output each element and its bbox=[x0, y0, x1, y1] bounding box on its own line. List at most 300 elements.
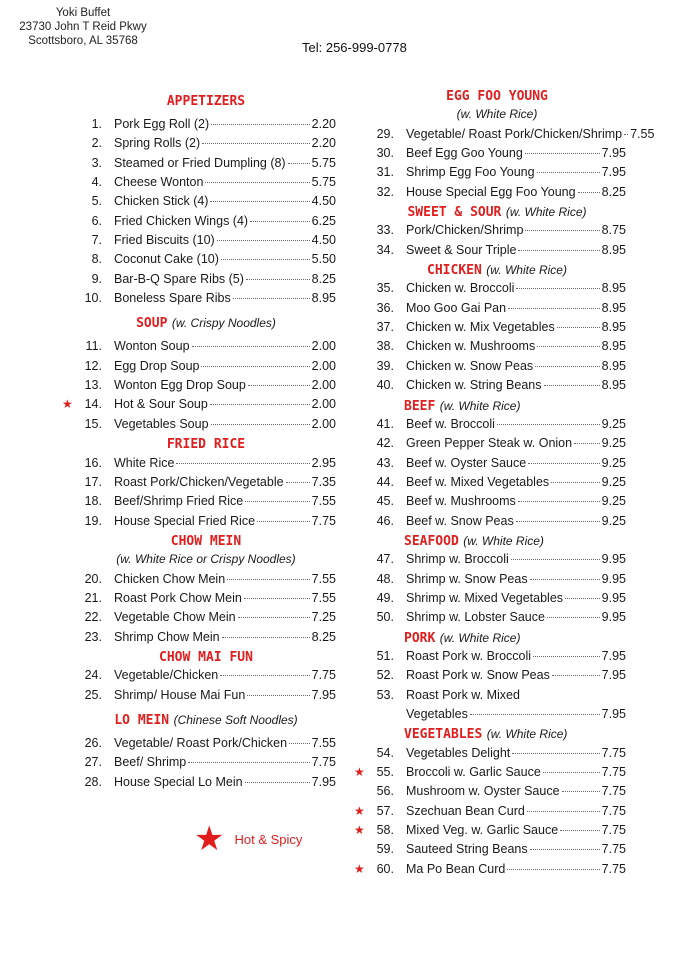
item-number: 23. bbox=[84, 629, 102, 644]
item-number: 55. bbox=[376, 765, 394, 780]
item-name: House Special Lo Mein bbox=[114, 774, 243, 789]
item-price: 5.75 bbox=[311, 155, 336, 170]
item-price: 4.50 bbox=[311, 194, 336, 209]
menu-item bbox=[76, 250, 336, 269]
item-price: 8.25 bbox=[311, 629, 336, 644]
item-number: 17. bbox=[84, 474, 102, 489]
section-subtitle: (Chinese Soft Noodles) bbox=[173, 712, 298, 727]
item-price: 2.00 bbox=[311, 339, 336, 354]
item-number: 57. bbox=[376, 803, 394, 818]
menu-item bbox=[76, 512, 336, 531]
item-price: 7.75 bbox=[601, 842, 626, 857]
item-name: Pork Egg Roll (2) bbox=[114, 117, 210, 131]
item-number: 49. bbox=[376, 590, 394, 605]
menu-item bbox=[368, 163, 626, 182]
menu-item bbox=[354, 802, 626, 821]
item-name: Sauteed String Beans bbox=[406, 842, 528, 857]
item-name: Chicken w. Snow Peas bbox=[406, 358, 534, 373]
item-price: 7.75 bbox=[601, 745, 626, 760]
item-price: 2.95 bbox=[311, 455, 336, 470]
menu-item bbox=[368, 357, 626, 376]
section-title: SEAFOOD bbox=[404, 533, 459, 549]
leader-dots bbox=[535, 366, 600, 367]
menu-item bbox=[76, 734, 336, 753]
item-name: Spring Rolls (2) bbox=[114, 136, 201, 151]
leader-dots bbox=[220, 675, 309, 676]
menu-item bbox=[76, 589, 336, 608]
item-name: Boneless Spare Ribs bbox=[114, 291, 231, 306]
item-number: 8. bbox=[91, 252, 102, 267]
item-name: Shrimp w. Lobster Sauce bbox=[406, 610, 545, 625]
item-number: 46. bbox=[376, 513, 394, 528]
item-name: Beef w. Mushrooms bbox=[406, 494, 516, 509]
item-price: 7.75 bbox=[601, 803, 626, 818]
section-pork bbox=[368, 628, 626, 647]
item-price: 2.00 bbox=[311, 358, 336, 373]
hot-spicy-star-icon: ★ bbox=[354, 861, 365, 876]
section-title: PORK bbox=[404, 630, 436, 646]
item-number: 54. bbox=[376, 745, 394, 760]
item-price: 2.00 bbox=[311, 378, 336, 393]
item-price: 7.55 bbox=[311, 735, 336, 750]
item-name: Wonton Egg Drop Soup bbox=[114, 378, 246, 393]
item-number: 13. bbox=[84, 378, 102, 393]
item-name: Bar-B-Q Spare Ribs (5) bbox=[114, 271, 244, 286]
item-number: 34. bbox=[376, 242, 394, 257]
item-number: 19. bbox=[84, 513, 102, 528]
item-price: 7.95 bbox=[601, 648, 626, 663]
section-title: SOUP bbox=[136, 316, 168, 332]
menu-item bbox=[76, 115, 336, 134]
section-subtitle: (w. White Rice or Crispy Noodles) bbox=[116, 552, 296, 567]
menu-item bbox=[76, 192, 336, 211]
item-name: Chicken w. Mushrooms bbox=[406, 339, 536, 354]
item-number: 50. bbox=[376, 610, 394, 625]
menu-item bbox=[76, 357, 336, 376]
section-appetizers bbox=[76, 86, 336, 115]
item-name: Wonton Soup bbox=[114, 339, 190, 354]
section-subtitle: (w. White Rice) bbox=[439, 398, 521, 413]
menu-item bbox=[368, 589, 626, 608]
item-name: Chicken w. String Beans bbox=[406, 378, 542, 393]
leader-dots bbox=[525, 153, 600, 154]
menu-item bbox=[76, 173, 336, 192]
item-price: 8.95 bbox=[601, 320, 626, 335]
item-price: 7.95 bbox=[601, 165, 626, 180]
item-name: Egg Drop Soup bbox=[114, 358, 200, 373]
hot-spicy-star-icon: ★ bbox=[354, 803, 365, 818]
restaurant-header bbox=[8, 6, 158, 48]
menu-item bbox=[76, 376, 336, 395]
item-price: 8.95 bbox=[601, 339, 626, 354]
menu-item bbox=[368, 279, 626, 298]
leader-dots bbox=[511, 559, 600, 560]
item-name: Sweet & Sour Triple bbox=[406, 242, 517, 257]
leader-dots bbox=[537, 346, 599, 347]
item-number: 20. bbox=[84, 571, 102, 586]
item-number: 14. bbox=[84, 397, 102, 412]
leader-dots bbox=[578, 192, 600, 193]
leader-dots bbox=[516, 521, 600, 522]
telephone: Tel: 256-999-0778 bbox=[302, 40, 407, 55]
item-number: 25. bbox=[84, 687, 102, 702]
item-price: 2.00 bbox=[311, 397, 336, 412]
item-name: Vegetables Soup bbox=[114, 416, 209, 431]
section-title: EGG FOO YOUNG bbox=[446, 89, 548, 104]
leader-dots bbox=[210, 201, 309, 202]
item-name: Fried Biscuits (10) bbox=[114, 233, 215, 248]
leader-dots bbox=[192, 346, 310, 347]
section-beef bbox=[368, 396, 626, 415]
item-price: 4.50 bbox=[311, 233, 336, 248]
item-price: 9.95 bbox=[601, 552, 626, 567]
leader-dots bbox=[530, 579, 600, 580]
vegetables-list bbox=[354, 744, 626, 879]
item-price: 8.95 bbox=[601, 378, 626, 393]
item-price: 9.25 bbox=[601, 494, 626, 509]
menu-item bbox=[76, 773, 336, 792]
legend-text: Hot & Spicy bbox=[234, 831, 303, 847]
menu-item bbox=[368, 299, 626, 318]
item-number: 12. bbox=[84, 358, 102, 373]
sweet-sour-list bbox=[368, 221, 626, 260]
item-name: Shrimp w. Broccoli bbox=[406, 552, 509, 567]
item-number: 47. bbox=[376, 552, 394, 567]
menu-item bbox=[368, 744, 626, 763]
item-name: Vegetable/ Roast Pork/Chicken/Shrimp bbox=[406, 126, 623, 141]
leader-dots bbox=[560, 830, 600, 831]
leader-dots bbox=[551, 482, 600, 483]
section-chow-mai-fun bbox=[76, 647, 336, 666]
leader-dots bbox=[233, 298, 310, 299]
menu-item bbox=[368, 125, 655, 144]
leader-dots bbox=[533, 656, 600, 657]
item-number: 9. bbox=[91, 271, 102, 286]
item-name: Mushroom w. Oyster Sauce bbox=[406, 784, 560, 799]
item-name: Shrimp w. Snow Peas bbox=[406, 571, 528, 586]
menu-item bbox=[76, 212, 336, 231]
menu-item bbox=[368, 241, 626, 260]
item-price: 8.95 bbox=[311, 291, 336, 306]
leader-dots bbox=[544, 385, 600, 386]
menu-item bbox=[368, 183, 626, 202]
leader-dots bbox=[247, 695, 309, 696]
leader-dots bbox=[211, 424, 310, 425]
leader-dots bbox=[507, 869, 599, 870]
item-price: 7.95 bbox=[601, 668, 626, 683]
item-price: 8.75 bbox=[601, 223, 626, 238]
item-number: 39. bbox=[376, 358, 394, 373]
chow-mai-fun-list bbox=[76, 666, 336, 705]
item-price: 2.20 bbox=[311, 117, 336, 131]
leader-dots bbox=[201, 366, 309, 367]
item-name: Roast Pork w. Broccoli bbox=[406, 648, 532, 663]
item-number: 58. bbox=[376, 823, 394, 838]
leader-dots bbox=[518, 250, 599, 251]
menu-item bbox=[368, 512, 626, 531]
item-number: 22. bbox=[84, 610, 102, 625]
item-price: 9.95 bbox=[601, 610, 626, 625]
menu-item bbox=[76, 666, 336, 685]
item-name: Coconut Cake (10) bbox=[114, 252, 219, 267]
leader-dots bbox=[244, 598, 310, 599]
item-name: Steamed or Fried Dumpling (8) bbox=[114, 155, 286, 170]
leader-dots bbox=[205, 182, 309, 183]
item-number: 48. bbox=[376, 571, 394, 586]
soup-list bbox=[62, 337, 336, 434]
item-number: 15. bbox=[84, 416, 102, 431]
menu-item bbox=[76, 337, 336, 356]
item-price: 7.25 bbox=[311, 610, 336, 625]
leader-dots bbox=[245, 782, 310, 783]
section-subtitle: (w. White Rice) bbox=[439, 630, 521, 645]
leader-dots bbox=[557, 327, 600, 328]
item-name: Mixed Veg. w. Garlic Sauce bbox=[406, 823, 559, 838]
section-lo-mein bbox=[76, 705, 336, 734]
item-price: 7.95 bbox=[311, 687, 336, 702]
section-title: APPETIZERS bbox=[166, 94, 246, 109]
hot-spicy-star-icon: ★ bbox=[354, 765, 365, 780]
item-price: 9.25 bbox=[601, 416, 626, 431]
item-price: 9.25 bbox=[601, 474, 626, 489]
item-name: Broccoli w. Garlic Sauce bbox=[406, 765, 541, 780]
leader-dots bbox=[227, 579, 309, 580]
item-name: Vegetables Delight bbox=[406, 745, 511, 760]
egg-foo-young-list bbox=[368, 125, 655, 202]
item-number: 6. bbox=[91, 213, 102, 228]
leader-dots bbox=[288, 163, 310, 164]
leader-dots bbox=[518, 501, 600, 502]
lo-mein-list bbox=[76, 734, 336, 792]
item-price: 7.35 bbox=[311, 474, 336, 489]
leader-dots bbox=[289, 743, 310, 744]
menu-item bbox=[368, 647, 626, 666]
leader-dots bbox=[246, 279, 310, 280]
menu-item bbox=[368, 570, 626, 589]
leader-dots bbox=[217, 240, 310, 241]
item-name: Beef w. Mixed Vegetables bbox=[406, 474, 550, 489]
menu-item bbox=[76, 270, 336, 289]
item-number: 27. bbox=[84, 755, 102, 770]
chicken-list bbox=[368, 279, 626, 395]
leader-dots bbox=[238, 617, 310, 618]
item-number: 18. bbox=[84, 494, 102, 509]
hot-spicy-star-icon: ★ bbox=[62, 397, 73, 412]
item-price: 2.00 bbox=[311, 416, 336, 431]
item-name: Shrimp w. Mixed Vegetables bbox=[406, 590, 564, 605]
leader-dots bbox=[543, 772, 600, 773]
section-vegetables bbox=[368, 724, 626, 743]
section-chow-mein bbox=[76, 531, 336, 550]
leader-dots bbox=[547, 617, 600, 618]
item-price: 8.25 bbox=[311, 271, 336, 286]
item-number: 31. bbox=[376, 165, 394, 180]
item-name: Hot & Sour Soup bbox=[114, 397, 208, 412]
section-title: CHICKEN bbox=[427, 263, 482, 279]
item-name: Ma Po Bean Curd bbox=[406, 861, 506, 876]
item-name: Chicken w. Mix Vegetables bbox=[406, 320, 555, 335]
item-name: Vegetable/Chicken bbox=[114, 668, 219, 683]
item-name: Chicken w. Broccoli bbox=[406, 281, 515, 296]
item-name: Beef w. Broccoli bbox=[406, 416, 495, 431]
section-subtitle: (w. White Rice) bbox=[505, 205, 587, 220]
leader-dots bbox=[624, 134, 628, 135]
leader-dots bbox=[248, 385, 310, 386]
item-name: Roast Pork Chow Mein bbox=[114, 590, 242, 605]
section-fried-rice bbox=[76, 434, 336, 453]
leader-dots bbox=[222, 637, 310, 638]
leader-dots bbox=[527, 811, 600, 812]
menu-item bbox=[368, 415, 626, 434]
item-price: 9.25 bbox=[601, 436, 626, 451]
menu-item bbox=[368, 492, 626, 511]
item-number: 3. bbox=[91, 155, 102, 170]
star-icon: ★ bbox=[194, 820, 225, 858]
item-number: 43. bbox=[376, 455, 394, 470]
item-price: 7.75 bbox=[601, 861, 626, 876]
section-subtitle: (w. White Rice) bbox=[463, 533, 544, 548]
leader-dots bbox=[221, 259, 310, 260]
leader-dots bbox=[530, 849, 600, 850]
section-sweet-sour bbox=[368, 202, 626, 221]
item-number: 35. bbox=[376, 281, 394, 296]
menu-item bbox=[76, 492, 336, 511]
item-price: 7.95 bbox=[311, 774, 336, 789]
menu-item bbox=[76, 231, 336, 250]
item-price: 5.75 bbox=[311, 175, 336, 190]
item-name: Shrimp Egg Foo Young bbox=[406, 165, 535, 180]
section-egg-foo-young bbox=[368, 86, 626, 105]
fried-rice-list bbox=[76, 454, 336, 531]
item-name: Vegetable/ Roast Pork/Chicken bbox=[114, 735, 288, 750]
leader-dots bbox=[552, 675, 600, 676]
item-name: Beef w. Oyster Sauce bbox=[406, 455, 527, 470]
item-number: 2. bbox=[91, 136, 102, 151]
menu-item bbox=[62, 395, 336, 414]
item-name: Beef Egg Goo Young bbox=[406, 146, 523, 161]
item-name: Beef/Shrimp Fried Rice bbox=[114, 494, 244, 509]
section-subtitle: (w. White Rice) bbox=[486, 263, 567, 278]
section-title: BEEF bbox=[404, 398, 436, 414]
menu-item bbox=[368, 608, 626, 627]
item-price: 7.55 bbox=[311, 494, 336, 509]
item-name: Roast Pork w. Snow Peas bbox=[406, 668, 550, 683]
leader-dots bbox=[516, 288, 599, 289]
menu-item bbox=[76, 570, 336, 589]
item-number: 60. bbox=[376, 861, 394, 876]
item-name: Beef w. Snow Peas bbox=[406, 513, 514, 528]
menu-item bbox=[76, 454, 336, 473]
item-price: 9.95 bbox=[601, 590, 626, 605]
item-number: 40. bbox=[376, 378, 394, 393]
section-title: LO MEIN bbox=[114, 712, 170, 728]
item-name: Cheese Wonton bbox=[114, 175, 204, 190]
menu-item bbox=[76, 686, 336, 705]
section-soup bbox=[76, 308, 336, 337]
menu-item bbox=[368, 686, 626, 705]
menu-column-right bbox=[354, 86, 655, 879]
item-price: 7.95 bbox=[601, 707, 626, 721]
item-price: 7.75 bbox=[601, 765, 626, 780]
menu-item bbox=[368, 666, 626, 685]
item-price: 7.55 bbox=[311, 590, 336, 605]
item-price: 5.50 bbox=[311, 252, 336, 267]
leader-dots bbox=[210, 404, 310, 405]
leader-dots bbox=[565, 598, 600, 599]
menu-item bbox=[368, 550, 626, 569]
section-title: SWEET & SOUR bbox=[407, 205, 502, 221]
item-number: 7. bbox=[91, 233, 102, 248]
leader-dots bbox=[202, 143, 310, 144]
address-line-2: Scottsboro, AL 35768 bbox=[28, 35, 138, 47]
section-chicken bbox=[368, 260, 626, 279]
appetizers-list bbox=[76, 115, 336, 308]
menu-item bbox=[368, 454, 626, 473]
leader-dots bbox=[497, 424, 600, 425]
item-number: 44. bbox=[376, 474, 394, 489]
leader-dots bbox=[245, 501, 309, 502]
item-name: Pork/Chicken/Shrimp bbox=[406, 223, 524, 238]
beef-list bbox=[368, 415, 626, 531]
section-subtitle: (w. White Rice) bbox=[456, 107, 538, 122]
leader-dots bbox=[286, 482, 310, 483]
leader-dots bbox=[211, 124, 309, 125]
item-name: Green Pepper Steak w. Onion bbox=[406, 436, 573, 451]
item-price: 6.25 bbox=[311, 213, 336, 228]
item-number: 29. bbox=[376, 126, 394, 141]
item-name: Szechuan Bean Curd bbox=[406, 803, 525, 818]
leader-dots bbox=[525, 230, 599, 231]
leader-dots bbox=[537, 172, 600, 173]
item-price: 2.20 bbox=[311, 136, 336, 151]
menu-item bbox=[368, 840, 626, 859]
item-price: 7.75 bbox=[601, 823, 626, 838]
item-name: Chicken Chow Mein bbox=[114, 571, 226, 586]
item-price: 8.95 bbox=[601, 281, 626, 296]
section-subtitle: (w. Crispy Noodles) bbox=[171, 316, 276, 331]
leader-dots bbox=[508, 308, 600, 309]
item-price: 9.25 bbox=[601, 513, 626, 528]
item-number: 16. bbox=[84, 455, 102, 470]
item-number: 32. bbox=[376, 184, 394, 199]
item-name: White Rice bbox=[114, 455, 175, 470]
item-number: 38. bbox=[376, 339, 394, 354]
item-number: 45. bbox=[376, 494, 394, 509]
item-number: 10. bbox=[84, 291, 102, 306]
item-price: 7.55 bbox=[630, 126, 655, 141]
item-number: 33. bbox=[376, 223, 394, 238]
leader-dots bbox=[188, 762, 309, 763]
pork-list bbox=[368, 647, 626, 686]
menu-item bbox=[354, 763, 626, 782]
leader-dots bbox=[257, 521, 310, 522]
item-number: 4. bbox=[91, 175, 102, 190]
item-price: 8.95 bbox=[601, 300, 626, 315]
menu-column-left bbox=[62, 86, 336, 792]
item-price: 7.75 bbox=[311, 668, 336, 683]
menu-item bbox=[354, 860, 626, 879]
menu-item bbox=[76, 134, 336, 153]
item-number: 42. bbox=[376, 436, 394, 451]
item-name: Shrimp Chow Mein bbox=[114, 629, 220, 644]
leader-dots bbox=[512, 753, 599, 754]
item-price: 9.95 bbox=[601, 571, 626, 586]
menu-item bbox=[76, 473, 336, 492]
item-number: 5. bbox=[91, 194, 102, 209]
item-price: 7.75 bbox=[601, 784, 626, 799]
legend bbox=[194, 822, 302, 856]
menu-item bbox=[368, 434, 626, 453]
